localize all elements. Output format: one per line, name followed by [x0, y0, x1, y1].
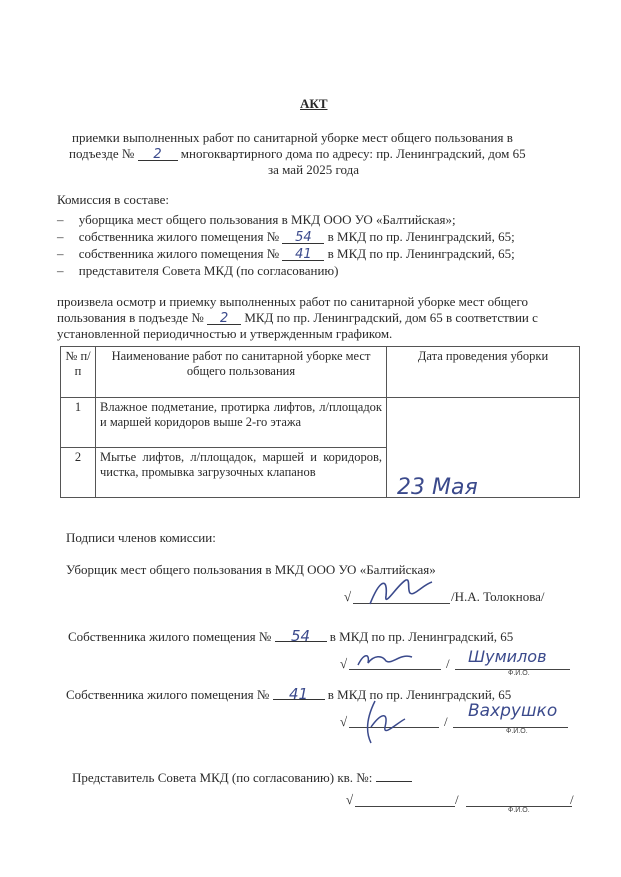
- row-number: 2: [61, 448, 96, 498]
- dash: –: [57, 212, 64, 227]
- entrance-number-handwritten: 2: [219, 311, 229, 326]
- apartment-number-blank: [273, 685, 325, 703]
- fio-caption: Ф.И.О.: [508, 807, 530, 814]
- owner-1-label: [68, 627, 513, 645]
- owner-label-end: в МКД по пр. Ленинградский, 65: [327, 687, 512, 702]
- slash: /: [570, 792, 574, 807]
- apartment-number-handwritten: 54: [295, 230, 312, 245]
- owner-label-start: Собственника жилого помещения №: [66, 687, 270, 702]
- fio-caption: Ф.И.О.: [506, 728, 528, 735]
- column-header-number: № п/п: [61, 347, 96, 398]
- commission-item-text: собственника жилого помещения №: [78, 229, 280, 244]
- table-row: [61, 398, 580, 448]
- commission-item-text: уборщика мест общего пользования в МКД ООО УО «Балтийская»;: [78, 212, 456, 227]
- apartment-number-blank: [275, 627, 327, 645]
- dash: –: [57, 229, 64, 244]
- table-header-row: [61, 347, 580, 398]
- apartment-number-blank: [282, 246, 324, 261]
- representative-label-text: Представитель Совета МКД (по согласованию) кв. №:: [72, 770, 373, 785]
- row-number: 1: [61, 398, 96, 448]
- intro-line-2-start: подъезде №: [69, 146, 135, 161]
- apartment-number-handwritten: 41: [295, 247, 312, 262]
- owner-1-name-handwritten: Шумилов: [468, 647, 547, 666]
- commission-item-text: в МКД по пр. Ленинградский, 65;: [327, 246, 515, 261]
- date-cell: [387, 398, 580, 498]
- works-table: [60, 346, 580, 498]
- signature-line: [355, 806, 455, 807]
- intro-line-2-end: многоквартирного дома по адресу: пр. Ленинградский, дом 65: [180, 146, 526, 161]
- paragraph-line-2-end: МКД по пр. Ленинградский, дом 65 в соответствии с: [244, 310, 538, 325]
- commission-item-text: в МКД по пр. Ленинградский, 65;: [327, 229, 515, 244]
- entrance-number-blank: [207, 310, 241, 325]
- apartment-number-blank: [282, 229, 324, 244]
- commission-heading: Комиссия в составе:: [57, 192, 169, 207]
- owner-label-start: Собственника жилого помещения №: [68, 629, 272, 644]
- dash: –: [57, 263, 64, 278]
- intro-line-2: [69, 146, 526, 162]
- entrance-number-blank: [138, 146, 178, 161]
- commission-item-text: представителя Совета МКД (по согласованию): [78, 263, 339, 278]
- row-work: Влажное подметание, протирка лифтов, л/площадок и маршей коридоров выше 2-го этажа: [96, 398, 387, 448]
- column-header-date: Дата проведения уборки: [387, 347, 580, 398]
- cleaner-name: /Н.А. Толокнова/: [451, 589, 545, 604]
- row-work: Мытье лифтов, л/площадок, маршей и коридоров, чистка, промывка загрузочных клапанов: [96, 448, 387, 498]
- dash: –: [57, 246, 64, 261]
- owner-2-label: [66, 685, 511, 703]
- cleaner-label: Уборщик мест общего пользования в МКД ООО УО «Балтийская»: [66, 562, 436, 577]
- signature-mark: [360, 574, 440, 610]
- date-handwritten: 23 Мая: [397, 475, 478, 500]
- apartment-number-handwritten: 54: [291, 627, 311, 645]
- slash: /: [455, 792, 459, 807]
- paragraph-line-3: установленной периодичностью и утвержденным графиком.: [57, 326, 393, 341]
- column-header-work: Наименование работ по санитарной уборке мест общего пользования: [96, 347, 387, 398]
- slash: /: [446, 656, 450, 671]
- slash: /: [444, 714, 448, 729]
- representative-label: [72, 767, 412, 786]
- check-mark: √: [340, 656, 348, 671]
- commission-item-owner-1: [57, 229, 515, 245]
- apartment-number-blank: [376, 767, 412, 782]
- commission-item-owner-2: [57, 246, 515, 262]
- commission-item-text: собственника жилого помещения №: [78, 246, 280, 261]
- paragraph-line-2: [57, 310, 538, 326]
- apartment-number-handwritten: 41: [289, 685, 309, 703]
- fio-caption: Ф.И.О.: [508, 670, 530, 677]
- check-mark: √: [340, 714, 348, 729]
- signatures-heading: Подписи членов комиссии:: [66, 530, 216, 545]
- paragraph-line-1: произвела осмотр и приемку выполненных работ по санитарной уборке мест общего: [57, 294, 529, 309]
- signature-mark: [352, 647, 422, 673]
- paragraph-line-2-start: пользования в подъезде №: [57, 310, 204, 325]
- owner-label-end: в МКД по пр. Ленинградский, 65: [329, 629, 514, 644]
- check-mark: √: [346, 792, 354, 807]
- intro-line-3: за май 2025 года: [268, 162, 360, 177]
- commission-item-council: [57, 263, 338, 279]
- signature-mark: [355, 697, 415, 747]
- owner-2-name-handwritten: Вахрушко: [468, 701, 558, 721]
- commission-item-cleaner: [57, 212, 456, 228]
- document-title: АКТ: [300, 96, 328, 111]
- check-mark: √: [344, 589, 352, 604]
- intro-line-1: приемки выполненных работ по санитарной уборке мест общего пользования в: [72, 130, 513, 145]
- entrance-number-handwritten: 2: [153, 147, 162, 162]
